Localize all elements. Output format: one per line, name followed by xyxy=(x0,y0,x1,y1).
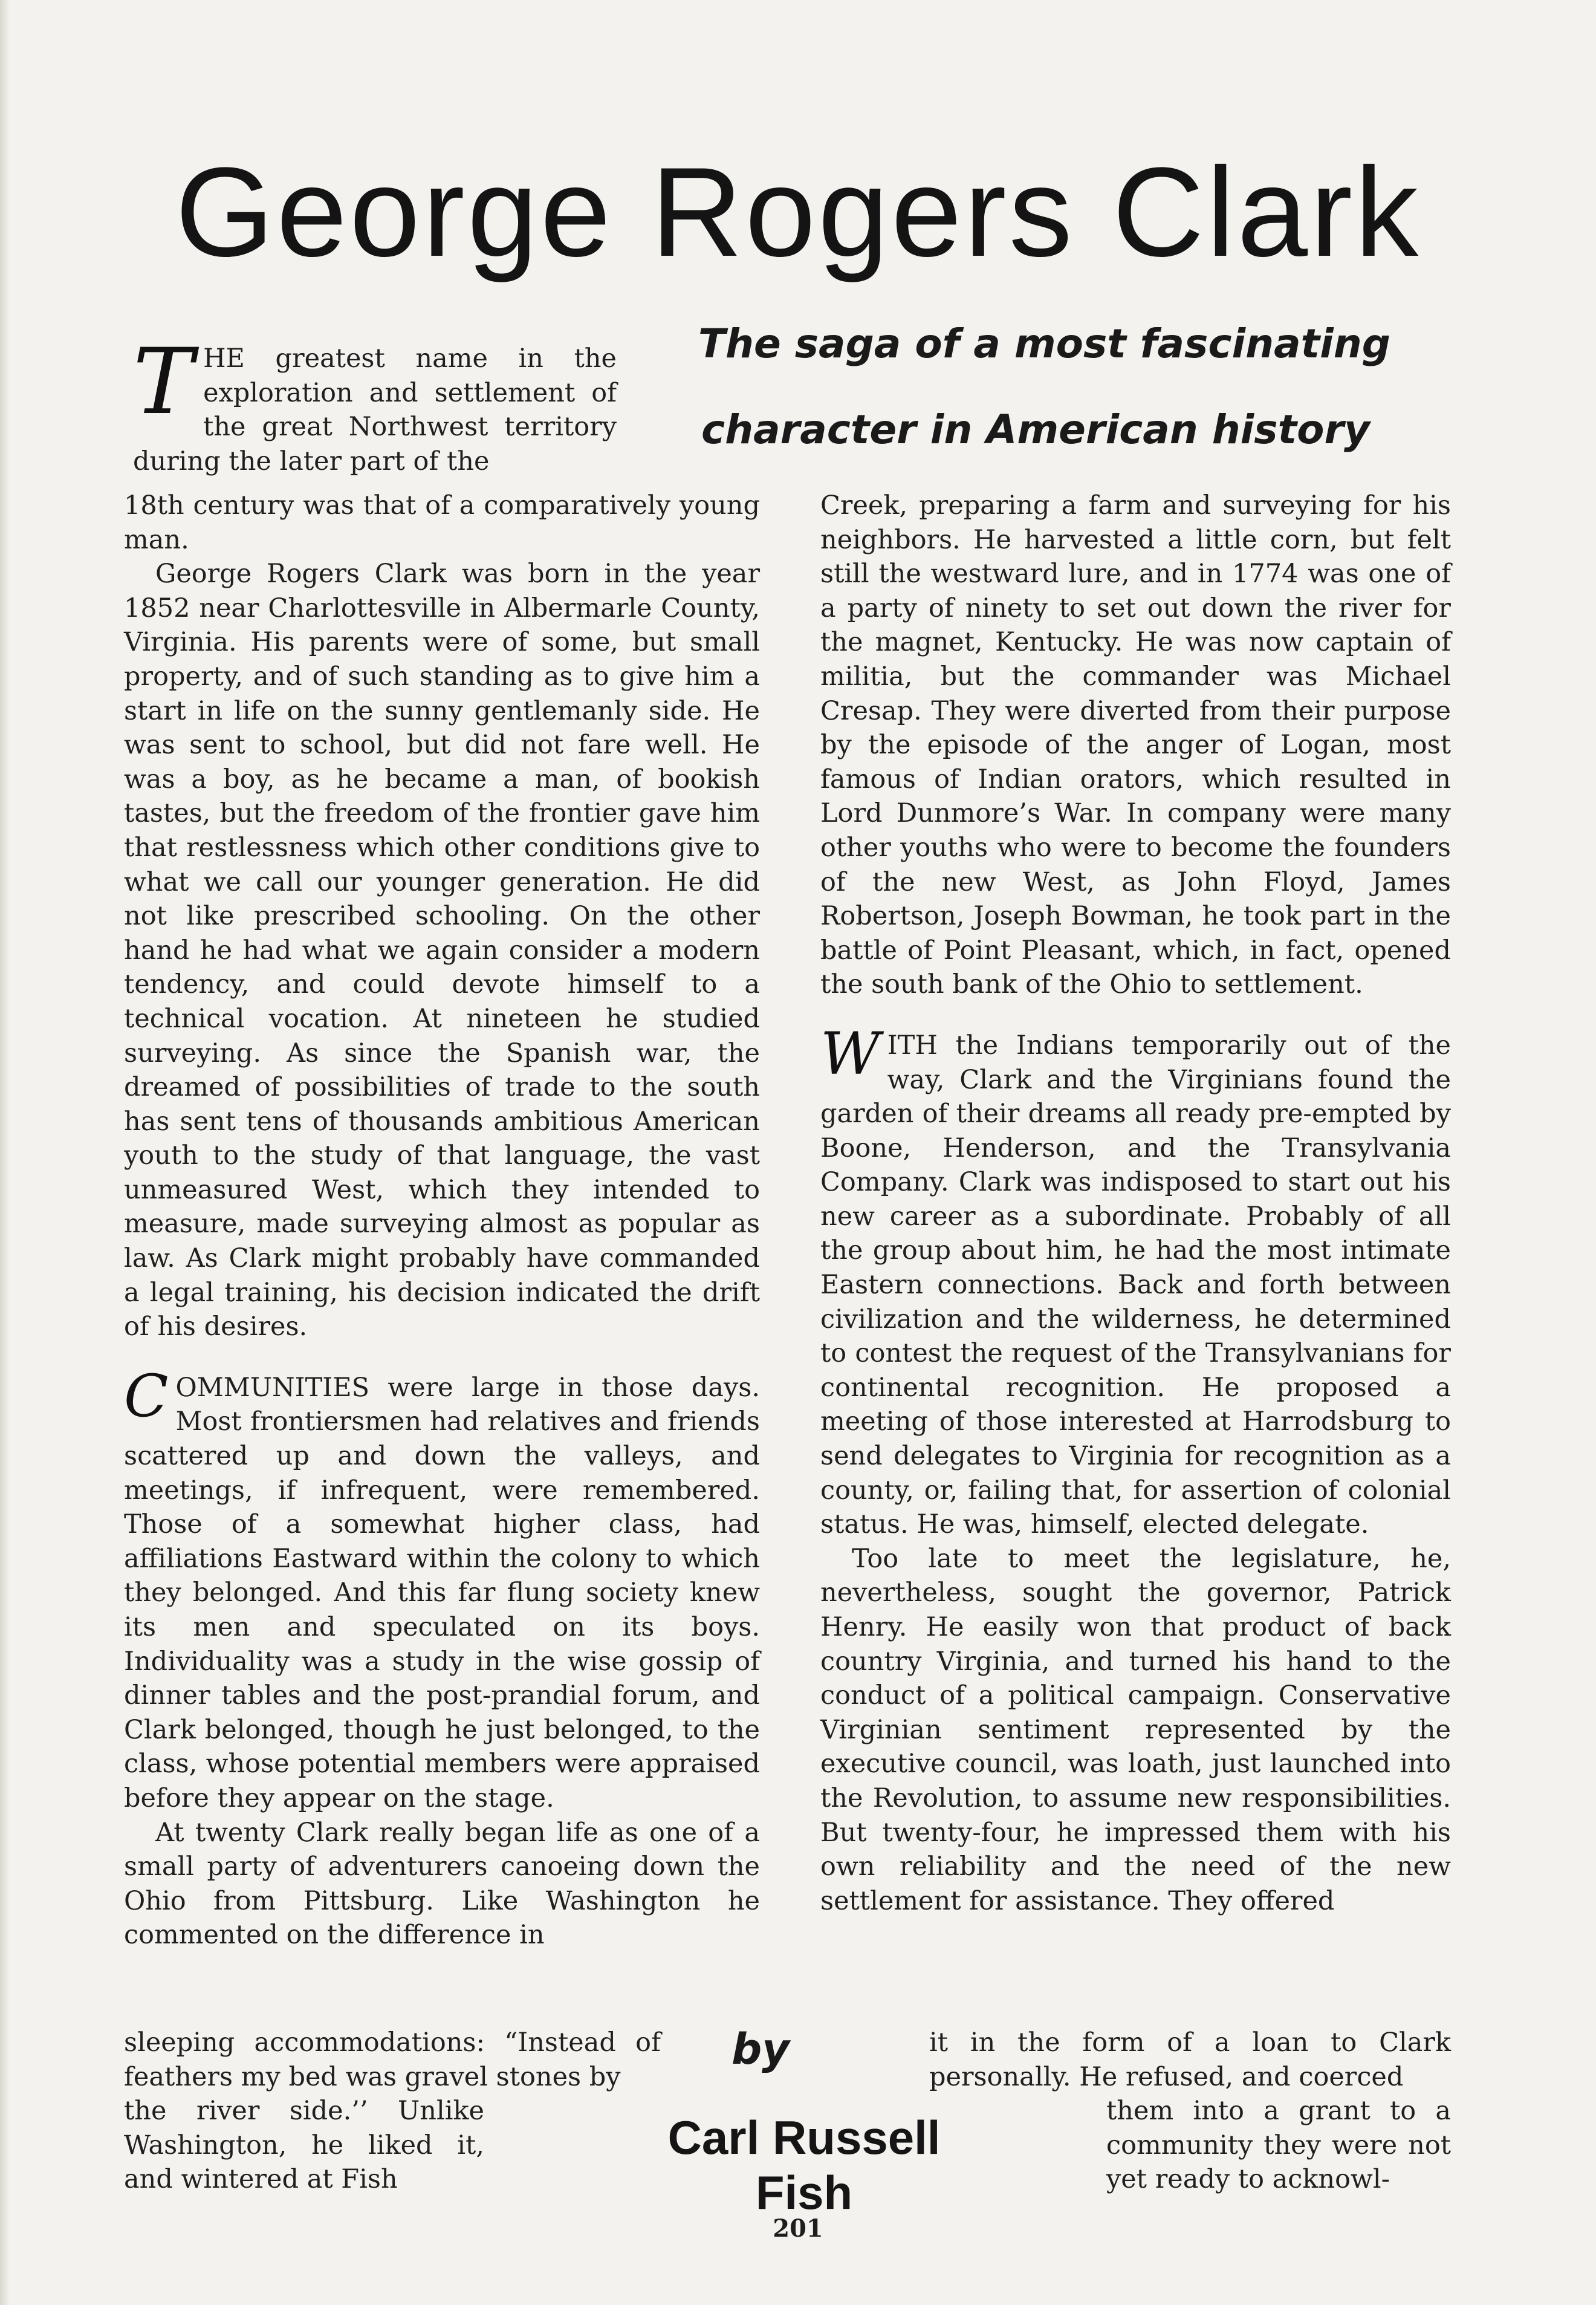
paragraph-left-3: OMMUNITIES were large in those days. Most frontiersmen had relatives and friends scattered up and down the valleys, and meetings, if infrequent, were remembered. Those of a somewhat higher class, had affiliations Eastward within the colony to which they belonged. And this far flung society knew its men and speculated on its boys. Individuality was a study in the wise gossip of dinner tables and the post-prandial forum, and Clark belonged, though he just belonged, to the class, whose potential members were appraised before they appear on the stage. xyxy=(124,1372,760,1813)
intro-paragraph: HE greatest name in the exploration and settlement of the great Northwest territory during the later part of the xyxy=(133,343,617,476)
right-column-tail-b xyxy=(1106,2094,1451,2197)
article-subtitle-line-1: The saga of a most fascinating xyxy=(698,320,1391,367)
article-title: George Rogers Clark xyxy=(175,141,1421,283)
right-column-tail-a xyxy=(929,2026,1451,2094)
paragraph-left-tail-b: the river side.’’ Unlike Washington, he liked it, and wintered at Fish xyxy=(124,2096,484,2195)
paragraph-left-4: At twenty Clark really began life as one of a small party of adventurers canoeing down the Ohio from Pittsburg. Like Washington he commented on the difference in xyxy=(124,1817,760,1951)
drop-cap-c: C xyxy=(124,1362,169,1430)
page-edge-shadow xyxy=(0,0,10,2305)
byline-author: Carl Russell Fish xyxy=(667,2111,941,2219)
paragraph-left-1-cont: 18th century was that of a comparatively young man. xyxy=(124,490,760,555)
left-column-tail-a xyxy=(124,2026,661,2094)
left-column-intro xyxy=(133,330,617,478)
paragraph-right-3: Too late to meet the legislature, he, nevertheless, sought the governor, Patrick Henry. He easily won that product of back country Virginia, and turned his hand to the conduct of a political campaign. Conservative Virginian sentiment represented by the executive council, was loath, just launched into the Revolution, to assume new responsibilities. But twenty-four, he impressed them with his own reliability and the need of the new settlement for assistance. They offered xyxy=(820,1543,1451,1916)
paragraph-left-2: George Rogers Clark was born in the year 1852 near Charlottesville in Albermarle County, Virginia. His parents were of some, but small property, and of such standing as to give him a start in life on the sunny gentlemanly side. He was sent to school, but did not fare well. He was a boy, as he became a man, of bookish tastes, but the freedom of the frontier gave him that restlessness which other conditions give to what we call our younger generation. He did not like prescribed schooling. On the other hand he had what we again consider a modern tendency, and could devote himself to a technical vocation. At nineteen he studied surveying. As since the Spanish war, the dreamed of possibilities of trade to the south has sent tens of thousands ambitious American youth to the study of that language, the vast unmeasured West, which they intended to measure, made surveying almost as popular as law. As Clark might probably have commanded a legal training, his decision indicated the drift of his desires. xyxy=(124,559,760,1342)
paragraph-right-tail-a: it in the form of a loan to Clark personally. He refused, and coerced xyxy=(929,2027,1451,2092)
page-number: 201 xyxy=(773,2214,823,2243)
byline-by: by xyxy=(731,2024,790,2074)
drop-cap-t: T xyxy=(133,330,194,435)
right-column xyxy=(820,489,1451,1918)
paragraph-left-tail-a: sleeping accommodations: “Instead of feathers my bed was gravel stones by xyxy=(124,2027,661,2092)
paragraph-right-2: ITH the Indians temporarily out of the way, Clark and the Virginians found the garden of their dreams all ready pre-empted by Boone, Henderson, and the Transylvania Company. Clark was indisposed to start out his new career as a subordinate. Probably of all the group about him, he had the most intimate Eastern connections. Back and forth between civilization and the wilderness, he determined to contest the request of the Transylvanians for continental recognition. He proposed a meeting of those interested at Harrodsburg to send delegates to Virginia for recognition as a county, or, failing that, for assertion of colonial status. He was, himself, elected delegate. xyxy=(820,1030,1451,1540)
paragraph-right-1: Creek, preparing a farm and surveying for his neighbors. He harvested a little corn, but felt still the westward lure, and in 1774 was one of a party of ninety to set out down the river for the magnet, Kentucky. He was now captain of militia, but the commander was Michael Cresap. They were diverted from their purpose by the episode of the anger of Logan, most famous of Indian orators, which resulted in Lord Dunmore’s War. In company were many other youths who were to become the founders of the new West, as John Floyd, James Robertson, Joseph Bowman, he took part in the battle of Point Pleasant, which, in fact, opened the south bank of the Ohio to settlement. xyxy=(820,490,1451,1000)
drop-cap-w: W xyxy=(820,1019,880,1088)
paragraph-right-tail-b: them into a grant to a community they were not yet ready to acknowl- xyxy=(1106,2096,1451,2195)
article-subtitle-line-2: character in American history xyxy=(701,406,1371,453)
left-column xyxy=(124,489,760,1952)
left-column-tail-b xyxy=(124,2094,484,2197)
